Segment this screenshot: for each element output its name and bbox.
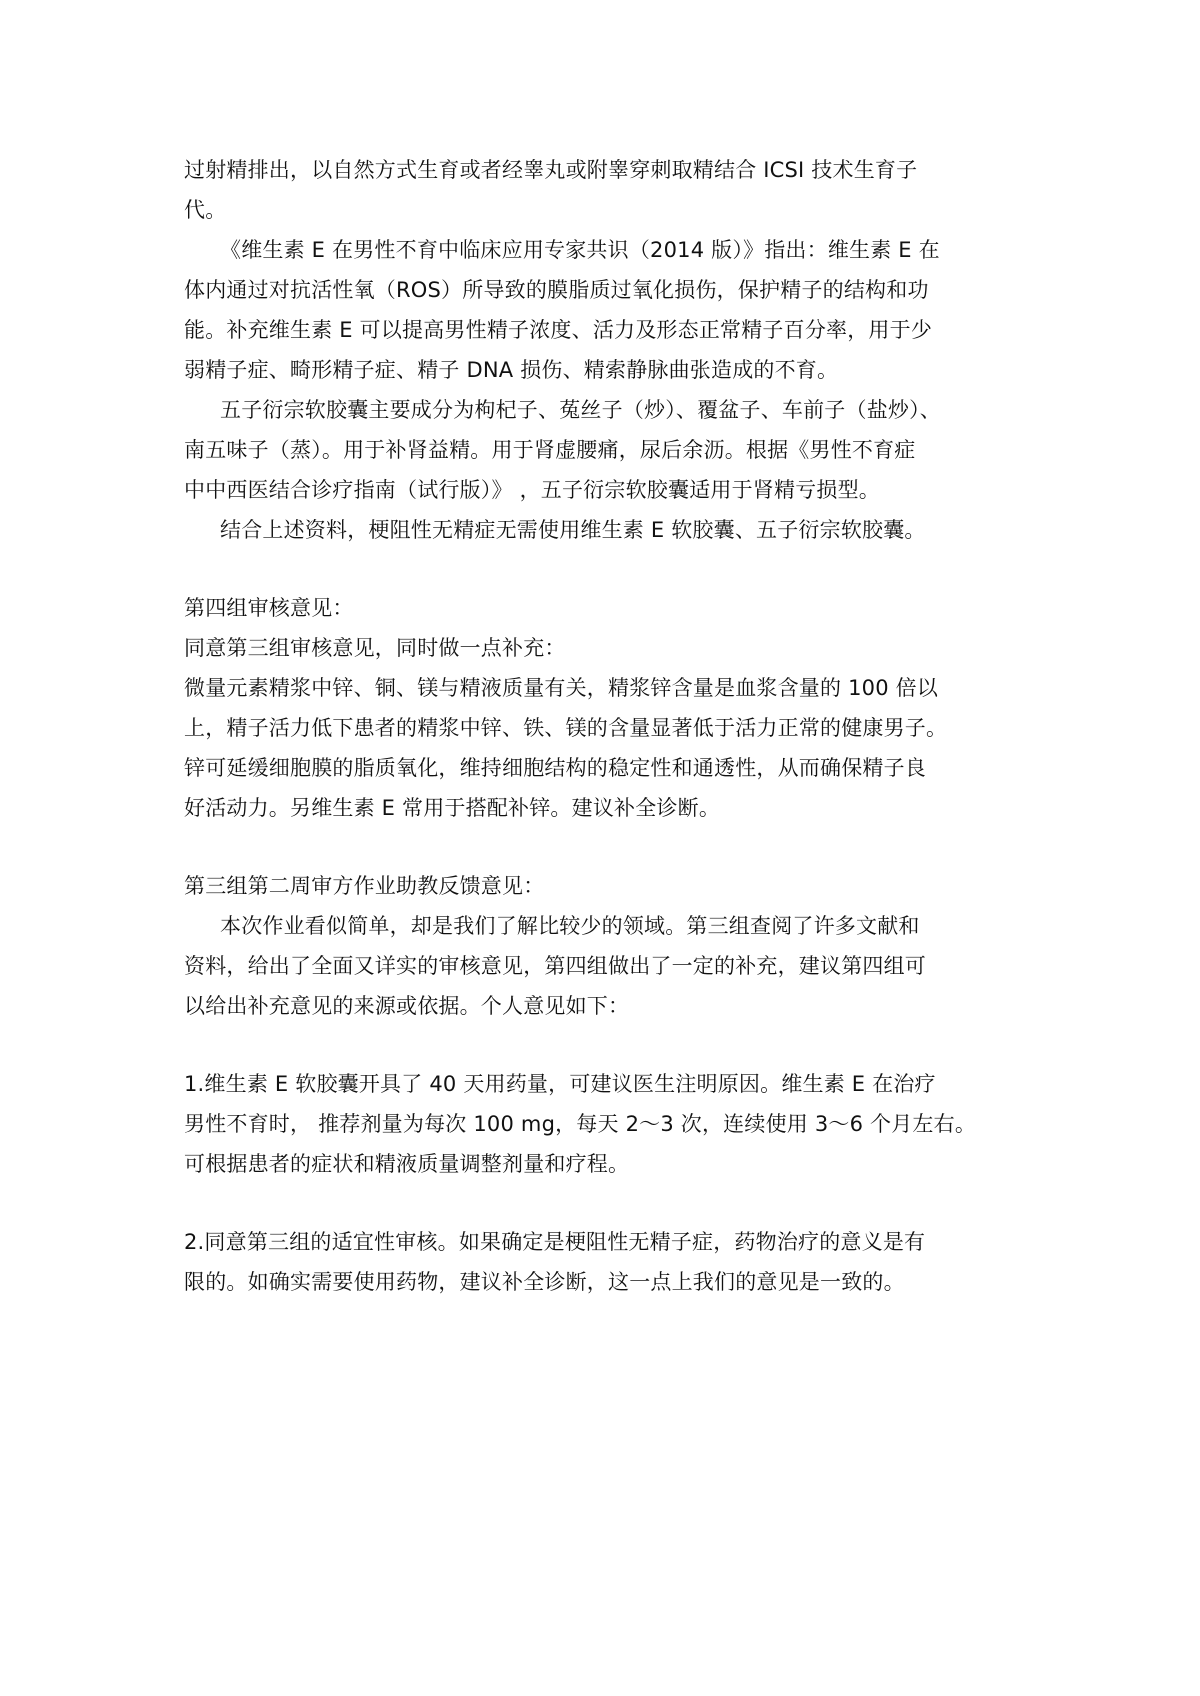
paragraph-vitamin-e-consensus (184, 230, 1024, 390)
text-line: 中中西医结合诊疗指南（试行版）》 ，五子衍宗软胶囊适用于肾精亏损型。 (184, 478, 880, 502)
text-line: 代。 (184, 198, 227, 222)
text-line: 能。补充维生素 E 可以提高男性精子浓度、活力及形态正常精子百分率，用于少 (184, 318, 933, 342)
text-line: 限的。如确实需要使用药物，建议补全诊断，这一点上我们的意见是一致的。 (184, 1270, 905, 1294)
text-line: 弱精子症、畸形精子症、精子 DNA 损伤、精索静脉曲张造成的不育。 (184, 358, 839, 382)
document-body (184, 150, 1024, 1302)
text-line: 好活动力。另维生素 E 常用于搭配补锌。建议补全诊断。 (184, 796, 721, 820)
text-line: 《维生素 E 在男性不育中临床应用专家共识（2014 版）》指出：维生素 E 在 (220, 238, 940, 262)
text-line: 可根据患者的症状和精液质量调整剂量和疗程。 (184, 1152, 630, 1176)
text-line: 资料，给出了全面又详实的审核意见，第四组做出了一定的补充，建议第四组可 (184, 954, 926, 978)
text-line: 上，精子活力低下患者的精浆中锌、铁、镁的含量显著低于活力正常的健康男子。 (184, 716, 948, 740)
section-ta-feedback (184, 866, 1024, 1026)
text-line: 本次作业看似简单，却是我们了解比较少的领域。第三组查阅了许多文献和 (220, 914, 920, 938)
feedback-item-2 (184, 1222, 1024, 1302)
section-group4-review (184, 588, 1024, 828)
text-line: 体内通过对抗活性氧（ROS）所导致的膜脂质过氧化损伤，保护精子的结构和功 (184, 278, 929, 302)
text-line: 2.同意第三组的适宜性审核。如果确定是梗阻性无精子症，药物治疗的意义是有 (184, 1230, 926, 1254)
text-line: 结合上述资料，梗阻性无精症无需使用维生素 E 软胶囊、五子衍宗软胶囊。 (220, 518, 926, 542)
paragraph-icsi-continuation (184, 150, 1024, 230)
text-line: 微量元素精浆中锌、铜、镁与精液质量有关，精浆锌含量是血浆含量的 100 倍以 (184, 676, 939, 700)
text-line: 1.维生素 E 软胶囊开具了 40 天用药量，可建议医生注明原因。维生素 E 在治疗 (184, 1072, 936, 1096)
paragraph-conclusion (184, 510, 1024, 550)
text-line: 五子衍宗软胶囊主要成分为枸杞子、菟丝子（炒）、覆盆子、车前子（盐炒）、 (220, 398, 941, 422)
section-heading: 第三组第二周审方作业助教反馈意见： (184, 874, 545, 898)
section-heading: 第四组审核意见： (184, 596, 354, 620)
text-line: 南五味子（蒸）。用于补肾益精。用于肾虚腰痛，尿后余沥。根据《男性不育症 (184, 438, 916, 462)
text-line: 男性不育时， 推荐剂量为每次 100 mg，每天 2～3 次，连续使用 3～6 个月左右。 (184, 1112, 977, 1136)
text-line: 同意第三组审核意见，同时做一点补充： (184, 636, 566, 660)
paragraph-wuzi-yanzong (184, 390, 1024, 510)
text-line: 以给出补充意见的来源或依据。个人意见如下： (184, 994, 630, 1018)
text-line: 过射精排出，以自然方式生育或者经睾丸或附睾穿刺取精结合 ICSI 技术生育子 (184, 158, 918, 182)
text-line: 锌可延缓细胞膜的脂质氧化，维持细胞结构的稳定性和通透性，从而确保精子良 (184, 756, 926, 780)
feedback-item-1 (184, 1064, 1024, 1184)
